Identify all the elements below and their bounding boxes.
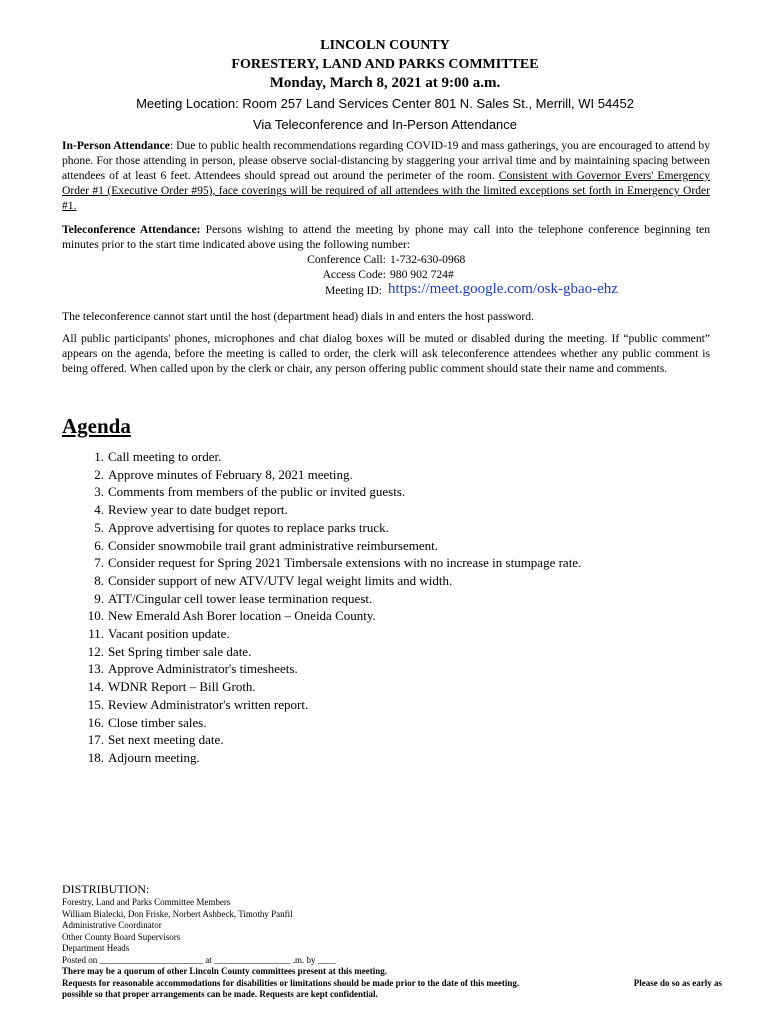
agenda-item-number: 17.	[87, 732, 104, 748]
agenda-item	[62, 554, 702, 572]
distribution-line: Administrative Coordinator	[62, 920, 162, 930]
agenda-item	[62, 731, 702, 749]
access-code-value: 980 902 724#	[390, 268, 454, 281]
agenda-item	[62, 448, 702, 466]
agenda-item	[62, 501, 702, 519]
agenda-item-number: 12.	[87, 643, 104, 659]
agenda-item-text: Review Administrator's written report.	[108, 696, 309, 712]
agenda-item	[62, 749, 702, 767]
agenda-item	[62, 643, 702, 661]
teleconference-paragraph	[62, 222, 710, 252]
agenda-item-text: Call meeting to order.	[108, 449, 222, 464]
host-note-section	[62, 309, 710, 324]
conference-call-label: Conference Call:	[307, 253, 386, 266]
agenda-item-text: ATT/Cingular cell tower lease termination request.	[108, 590, 373, 606]
agenda-item	[62, 714, 702, 732]
document-header	[0, 36, 770, 135]
committee-title: FORESTERY, LAND AND PARKS COMMITTEE	[231, 57, 539, 72]
agenda-item-text: Vacant position update.	[108, 626, 230, 642]
agenda-item	[62, 696, 702, 714]
agenda-title: Agenda	[62, 414, 131, 438]
distribution-line: William Bialecki, Don Friske, Norbert Ashbeck, Timothy Panfil	[62, 908, 293, 919]
distribution-line: Department Heads	[62, 943, 130, 953]
agenda-item-text: WDNR Report – Bill Groth.	[108, 679, 256, 695]
agenda-item-text: Approve minutes of February 8, 2021 meeting.	[108, 466, 353, 482]
accommodation-row	[62, 978, 722, 990]
in-person-label: In-Person Attendance	[62, 139, 170, 152]
agenda-item	[62, 625, 702, 643]
agenda-item-number: 4.	[94, 502, 104, 518]
distribution-heading: DISTRIBUTION:	[62, 882, 150, 896]
agenda-item-text: Set Spring timber sale date.	[108, 643, 252, 659]
in-person-section	[62, 138, 710, 213]
agenda-item-text: Set next meeting date.	[108, 732, 224, 748]
agenda-item-number: 8.	[94, 572, 104, 588]
agenda-item-number: 14.	[87, 679, 104, 695]
teleconference-text: Persons wishing to attend the meeting by phone may call into the telephone conference beginning ten minutes prior to the start time indicated above using the following number:	[62, 223, 710, 251]
agenda-item-number: 9.	[94, 590, 104, 606]
distribution-line: Forestry, Land and Parks Committee Members	[62, 897, 231, 907]
agenda-item	[62, 590, 702, 608]
public-comment-section	[62, 331, 710, 376]
agenda-item-text: Consider support of new ATV/UTV legal weight limits and width.	[108, 572, 453, 588]
agenda-item-number: 7.	[94, 555, 104, 571]
agenda-item-number: 5.	[94, 519, 104, 535]
agenda-item-text: Consider request for Spring 2021 Timbersale extensions with no increase in stumpage rate.	[108, 555, 582, 571]
accommodation-confidential: possible so that proper arrangements can be made. Requests are kept confidential.	[62, 989, 378, 999]
agenda-item-text: Close timber sales.	[108, 714, 207, 730]
conference-details	[62, 252, 502, 282]
agenda-item-text: New Emerald Ash Borer location – Oneida County.	[108, 608, 376, 624]
accommodation-early: Please do so as early as	[633, 977, 722, 988]
agenda-item-number: 10.	[87, 608, 104, 624]
agenda-item-text: Comments from members of the public or invited guests.	[108, 484, 406, 500]
agenda-item-number: 11.	[88, 626, 104, 642]
agenda-item-number: 16.	[87, 714, 104, 730]
agenda-item-number: 13.	[87, 661, 104, 677]
agenda-item-text: Approve Administrator's timesheets.	[108, 661, 298, 677]
conference-call-number: 1-732-630-0968	[390, 253, 466, 266]
teleconference-label: Teleconference Attendance:	[62, 223, 201, 236]
county-title: LINCOLN COUNTY	[320, 38, 450, 53]
agenda-item	[62, 537, 702, 555]
accommodation-notice: Requests for reasonable accommodations for disabilities or limitations should be made prior to the date of this meeting.	[62, 977, 520, 988]
agenda-item-number: 3.	[94, 484, 104, 500]
teleconference-section	[62, 222, 710, 252]
agenda-item-text: Adjourn meeting.	[108, 749, 200, 765]
agenda-item	[62, 519, 702, 537]
meeting-id-label: Meeting ID:	[325, 284, 382, 297]
quorum-notice: There may be a quorum of other Lincoln County committees present at this meeting.	[62, 966, 387, 976]
posted-line: Posted on _______________________ at _________________ .m. by ____	[62, 954, 336, 965]
agenda-item-number: 18.	[87, 749, 104, 765]
agenda-item	[62, 572, 702, 590]
mask-requirement: Consistent with Governor Evers' Emergency Order #1 (Executive Order #95), face coverings will be required of all attendees with the limited exceptions set forth in Emergency Order #1.	[62, 169, 710, 212]
agenda-list	[62, 448, 702, 767]
agenda-item	[62, 660, 702, 678]
access-code-row	[62, 267, 502, 282]
conference-call-row	[62, 252, 502, 267]
in-person-text: : Due to public health recommendations regarding COVID-19 and mass gatherings, you are encouraged to attend by phone. For those attending in person, please observe social-distancing by staggering your arrival time and by maintaining spacing between attendees of at least 6 feet. Attendees should spread out around the perimeter of the room.	[62, 139, 710, 182]
host-note: The teleconference cannot start until the host (department head) dials in and enters the host password.	[62, 310, 534, 323]
in-person-paragraph	[62, 138, 710, 213]
agenda-item	[62, 466, 702, 484]
public-comment-note: All public participants' phones, microphones and chat dialog boxes will be muted or disabled during the meeting. If “public comment” appears on the agenda, before the meeting is called to order, the clerk will ask teleconference attendees whether any public comment is being offered. When called upon by the clerk or chair, any person offering public comment should state their name and comments.	[62, 332, 710, 375]
agenda-item-text: Consider snowmobile trail grant administrative reimbursement.	[108, 537, 438, 553]
agenda-item-text: Approve advertising for quotes to replace parks truck.	[108, 519, 389, 535]
agenda-item-number: 15.	[87, 696, 104, 712]
agenda-item-number: 2.	[94, 466, 104, 482]
agenda-item-number: 1.	[94, 449, 104, 464]
meeting-date: Monday, March 8, 2021 at 9:00 a.m.	[269, 75, 501, 91]
access-code-label: Access Code:	[322, 268, 386, 281]
agenda-item	[62, 678, 702, 696]
distribution-line: Other County Board Supervisors	[62, 931, 181, 942]
agenda-item	[62, 607, 702, 625]
meeting-mode: Via Teleconference and In-Person Attendance	[252, 117, 518, 132]
agenda-item-text: Review year to date budget report.	[108, 502, 288, 518]
meeting-location: Meeting Location: Room 257 Land Services Center 801 N. Sales St., Merrill, WI 54452	[136, 96, 634, 111]
distribution-section	[62, 882, 722, 1001]
agenda-item	[62, 483, 702, 501]
meeting-link[interactable]: https://meet.google.com/osk-gbao-ehz	[388, 281, 618, 297]
agenda-item-number: 6.	[94, 537, 104, 553]
